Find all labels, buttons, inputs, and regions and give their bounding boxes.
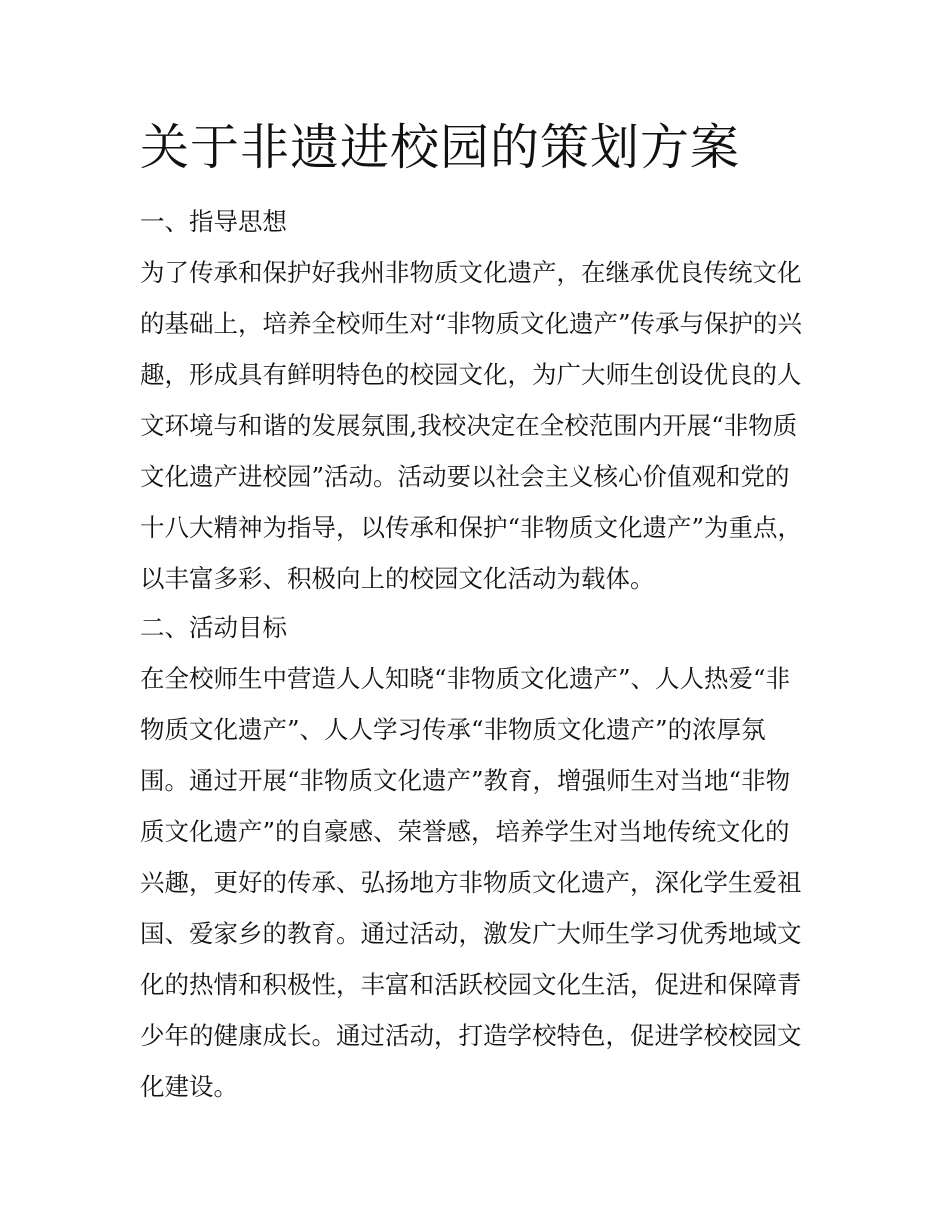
section2-line: 化的热情和积极性，丰富和活跃校园文化生活，促进和保障青 [140,970,802,999]
document-title: 关于非遗进校园的策划方案 [140,119,741,176]
section2-line: 围。通过开展“非物质文化遗产”教育，增强师生对当地“非物 [140,766,791,795]
section1-heading: 一、指导思想 [140,207,287,236]
section2-line: 兴趣，更好的传承、弘扬地方非物质文化遗产，深化学生爱祖 [140,868,802,897]
section1-line: 的基础上，培养全校师生对“非物质文化遗产”传承与保护的兴 [140,309,803,338]
section2-line: 在全校师生中营造人人知晓“非物质文化遗产”、人人热爱“非 [140,664,791,693]
section1-line: 文化遗产进校园”活动。活动要以社会主义核心价值观和党的 [140,462,790,491]
section1-line: 趣，形成具有鲜明特色的校园文化，为广大师生创设优良的人 [140,360,802,389]
section2-line: 少年的健康成长。通过活动，打造学校特色，促进学校校园文 [140,1021,802,1050]
section2-line: 国、爱家乡的教育。通过活动，激发广大师生学习优秀地域文 [140,919,802,948]
section2-line: 物质文化遗产”、人人学习传承“非物质文化遗产”的浓厚氛 [140,715,766,744]
section2-line: 化建设。 [140,1072,238,1101]
section2-line: 质文化遗产”的自豪感、荣誉感，培养学生对当地传统文化的 [140,817,790,846]
section1-line: 十八大精神为指导，以传承和保护“非物质文化遗产”为重点， [140,513,803,542]
section1-line: 为了传承和保护好我州非物质文化遗产，在继承优良传统文化 [140,258,802,287]
section1-line: 文环境与和谐的发展氛围,我校决定在全校范围内开展“非物质 [140,411,798,440]
section1-line: 以丰富多彩、积极向上的校园文化活动为载体。 [140,564,655,593]
section2-heading: 二、活动目标 [140,613,287,642]
